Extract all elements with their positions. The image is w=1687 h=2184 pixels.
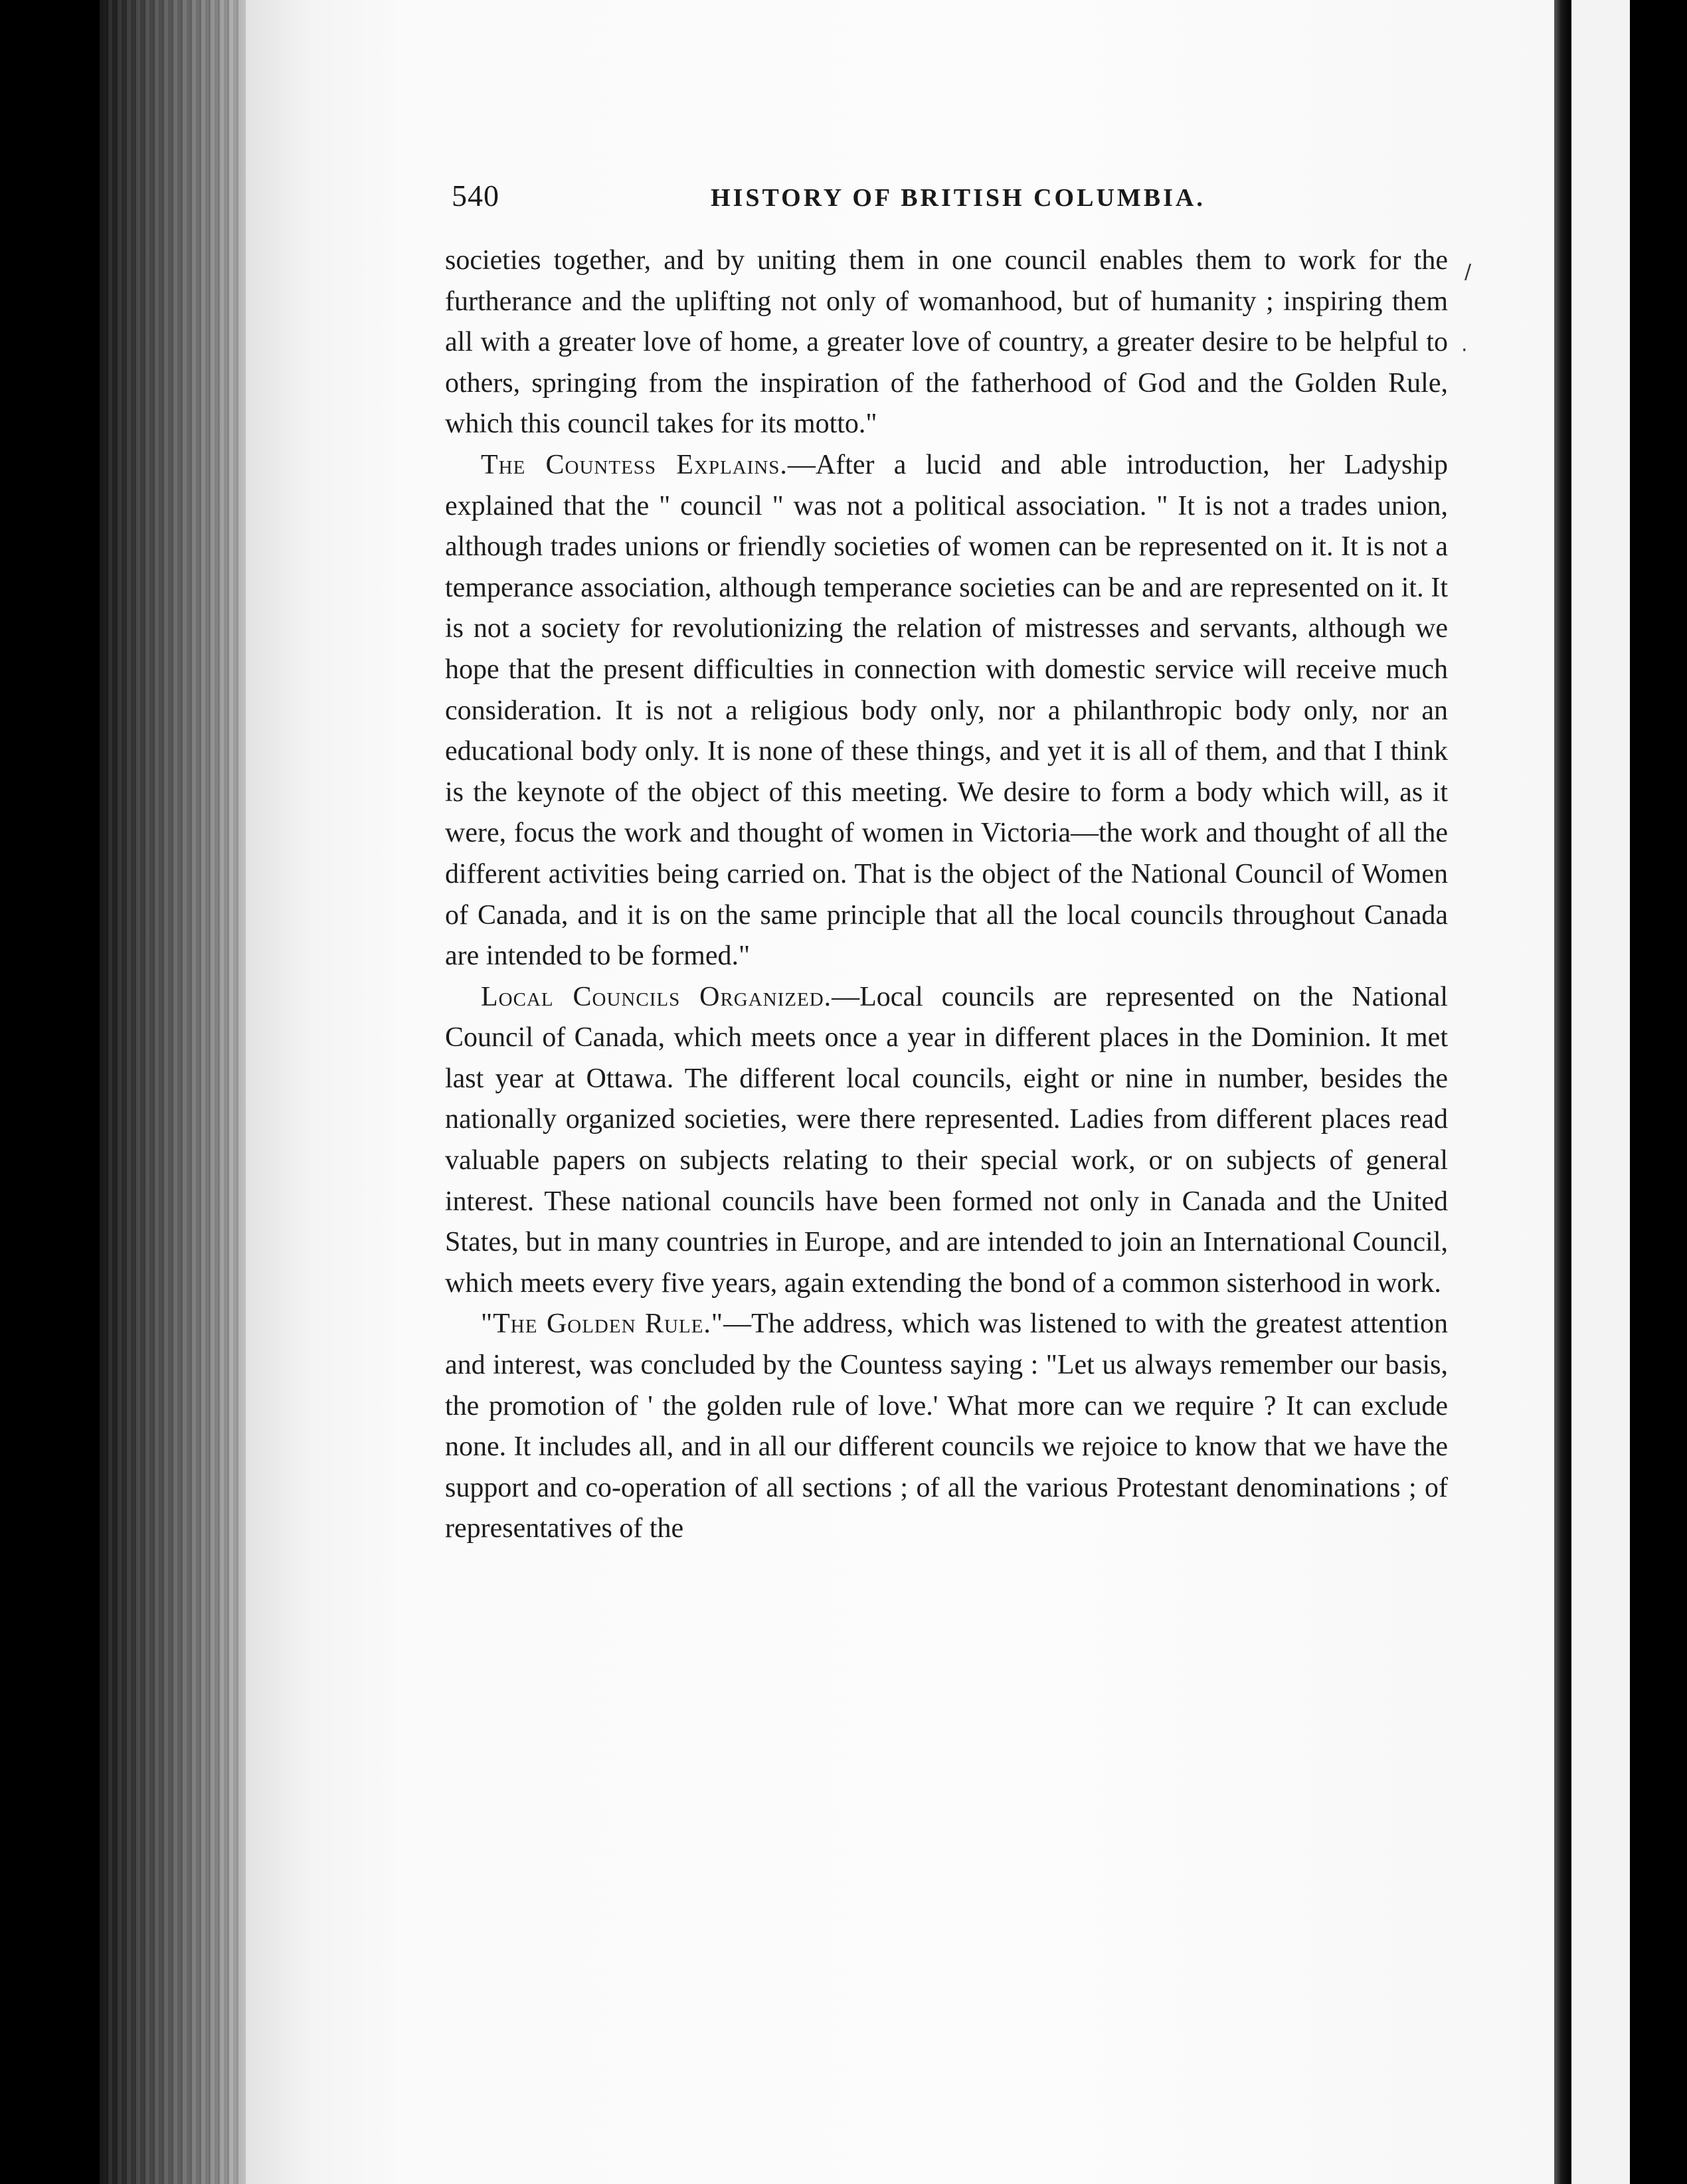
running-title: HISTORY OF BRITISH COLUMBIA. (711, 184, 1205, 212)
page-number: 540 (452, 179, 499, 213)
adjacent-page-edge (1571, 0, 1630, 2184)
margin-dot-mark: · (1461, 339, 1468, 362)
section-heading: The Countess Explains. (481, 449, 788, 480)
paragraph-golden-rule (445, 1304, 1448, 1550)
paragraph-text: societies together, and by uniting them in one council enables them to work for the furtherance and the uplifting not only of womanhood, but of humanity ; inspiring them all with a greater love of home, a greater love of country, a greater desire to be helpful to others, springing from the inspiration of the fatherhood of God and the Golden Rule, which this council takes for its motto." (445, 245, 1448, 440)
margin-tick-mark: / (1465, 260, 1472, 284)
paragraph-continuation (445, 240, 1448, 445)
section-heading: "The Golden Rule." (481, 1309, 724, 1340)
paragraph-text: —The address, which was listened to with the greatest attention and interest, was concluded by the Countess saying : "Let us always remember our basis, the promotion of ' the golden rule of love.' What more can we require ? It can exclude none. It includes all, and in all our different councils we rejoice to know that we have the support and co-operation of all sections ; of all the various Protestant denominations ; of representatives of the (445, 1309, 1448, 1544)
body-text (445, 240, 1448, 1550)
section-heading: Local Councils Organized. (481, 981, 832, 1012)
scanner-frame (1630, 0, 1687, 2184)
gutter-shadow (1554, 0, 1571, 2184)
paragraph-text: —Local councils are represented on the National Council of Canada, which meets once a year in different places in the Dominion. It met last year at Ottawa. The different local councils, eight or nine in number, besides the nationally organized societies, were there represented. Ladies from different places read valuable papers on subjects relating to their special work, or on subjects of general interest. These national councils have been formed not only in Canada and the United States, but in many countries in Europe, and are intended to join an International Council, which meets every five years, again extending the bond of a common sisterhood in work. (445, 981, 1448, 1299)
spine-streaks (106, 0, 239, 2184)
paragraph-local-councils (445, 977, 1448, 1305)
running-header (452, 178, 1456, 225)
paragraph-countess-explains (445, 445, 1448, 977)
paragraph-text: —After a lucid and able introduction, her Ladyship explained that the " council " was not a political association. " It is not a trades union, although trades unions or friendly societies of women can be represented on it. It is not a temperance association, although temperance societies can be and are represented on it. It is not a society for revolutionizing the relation of mistresses and servants, although we hope that the present difficulties in connection with domestic service will receive much consideration. It is not a religious body only, nor a philanthropic body only, nor an educational body only. It is none of these things, and yet it is all of them, and that I think is the keynote of the object of this meeting. We desire to form a body which will, as it were, focus the work and thought of women in Victoria—the work and thought of all the different activities being carried on. That is the object of the National Council of Women of Canada, and it is on the same principle that all the local councils throughout Canada are intended to be formed." (445, 449, 1448, 972)
